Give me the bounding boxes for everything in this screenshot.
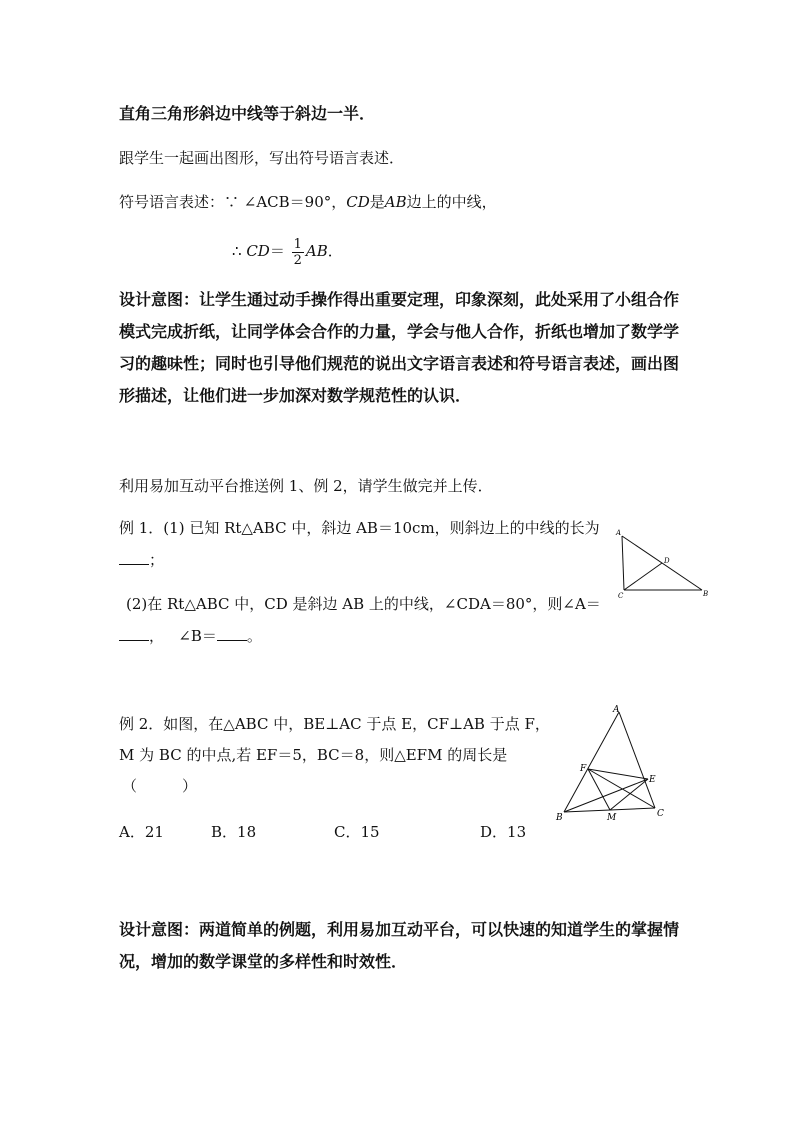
fraction-denominator: 2	[293, 252, 302, 268]
example2-line1: 例 2．如图，在△ABC 中，BE⊥AC 于点 E，CF⊥AB 于点 F，	[119, 715, 550, 733]
design-intent-1: 设计意图：让学生通过动手操作得出重要定理，印象深刻，此处采用了小组合作模式完成折纸，让同学体会合作的力量，学会与他人合作，折纸也增加了数学学习的趣味性；同时也引导他们规范的说出文字语言表述和符号语言表述，画出图形描述，让他们进一步加深对数学规范性的认识．	[119, 290, 680, 405]
median-cd	[624, 563, 662, 590]
theorem-statement: 直角三角形斜边中线等于斜边一半．	[119, 104, 376, 123]
segment-cd: CD	[346, 193, 370, 211]
therefore-sign: ∴	[232, 242, 242, 260]
answer-blank[interactable]	[119, 550, 149, 565]
label-b: B	[703, 590, 709, 598]
label-a: A	[613, 705, 620, 715]
label-a: A	[616, 529, 622, 537]
example2-answer-paren: （ ）	[122, 777, 198, 795]
example1-q2-end: 。	[246, 627, 262, 645]
example1-q2-line1: (2)在 Rt△ABC 中，CD 是斜边 AB 上的中线，∠CDA＝80°，则∠A＝	[126, 595, 601, 613]
symbolic-statement	[119, 192, 497, 212]
example2-figure	[552, 702, 682, 830]
push-instruction: 利用易加互动平台推送例 1、例 2，请学生做完并上传．	[119, 477, 493, 495]
label-m: M	[607, 813, 617, 823]
option-b[interactable]: B．18	[211, 823, 257, 841]
answer-blank[interactable]	[119, 626, 149, 641]
label-c: C	[657, 809, 664, 819]
segment-em	[610, 779, 648, 810]
answer-blank[interactable]	[217, 626, 247, 641]
example1-q2-angle-b: ∠B＝	[178, 627, 217, 645]
equals-sign: ＝	[269, 242, 285, 260]
instruction-text: 跟学生一起画出图形，写出符号语言表述．	[119, 149, 405, 167]
example1-q1-line2	[119, 550, 164, 570]
design-intent-2: 设计意图：两道简单的例题，利用易加互动平台，可以快速的知道学生的掌握情况，增加的数学课堂的多样性和时效性．	[119, 920, 680, 971]
label-f: F	[580, 764, 587, 774]
segment-be	[564, 779, 648, 812]
example2-line2: M 为 BC 的中点,若 EF＝5，BC＝8，则△EFM 的周长是	[119, 746, 508, 764]
side-ac	[622, 536, 624, 590]
fraction-numerator: 1	[293, 236, 302, 252]
example1-figure	[612, 526, 712, 602]
symbolic-suffix: 边上的中线，	[406, 193, 497, 211]
fraction-one-half	[292, 237, 304, 268]
option-c[interactable]: C．15	[334, 823, 380, 841]
side-ab	[564, 712, 619, 812]
example1-q2-comma: ，	[149, 627, 165, 645]
symbolic-prefix: 符号语言表述：∵ ∠ACB＝90°，	[119, 193, 347, 211]
example1-q1-line1: 例 1．(1) 已知 Rt△ABC 中，斜边 AB＝10cm，则斜边上的中线的长为	[119, 519, 600, 537]
conclusion-period: ．	[327, 242, 343, 260]
symbolic-mid: 是	[369, 193, 385, 211]
label-d: D	[664, 557, 670, 565]
label-b: B	[556, 813, 563, 823]
option-a[interactable]: A．21	[119, 823, 164, 841]
example1-q2-line2	[119, 626, 262, 646]
side-ac	[619, 712, 655, 808]
example1-q1-end: ；	[149, 551, 165, 569]
segment-cd-conclusion: CD	[246, 242, 270, 260]
segment-ab: AB	[384, 193, 407, 211]
segment-ab-conclusion: AB	[305, 242, 328, 260]
label-e: E	[649, 775, 656, 785]
symbolic-conclusion	[232, 236, 343, 268]
label-c: C	[618, 592, 624, 600]
option-d[interactable]: D．13	[480, 823, 527, 841]
